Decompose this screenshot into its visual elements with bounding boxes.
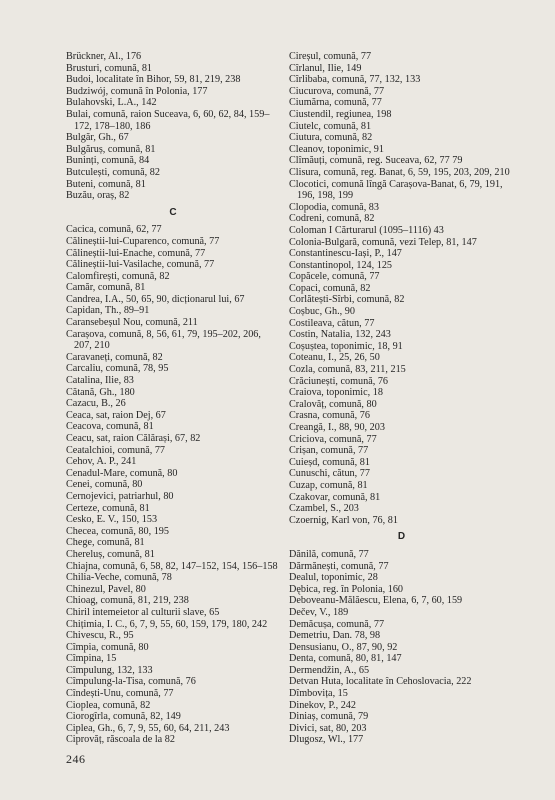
index-entry: Chiril intemeietor al culturii slave, 65 [66,606,220,618]
entries-d [289,549,514,746]
index-entry: Buninți, comună, 84 [66,155,150,167]
index-entry: Costin, Natalia, 132, 243 [289,329,391,341]
index-entry: Cenadul-Mare, comună, 80 [66,467,178,479]
index-entry: Chilia-Veche, comună, 78 [66,572,172,584]
index-entry: Chioag, comună, 81, 219, 238 [66,595,189,607]
index-entry: Colonia-Bulgară, comună, vezi Telep, 81, 147 [289,236,477,248]
index-entry: Cîmpia, comună, 80 [66,641,149,653]
index-entry: Buteni, comună, 81 [66,178,146,190]
index-entry: Diniaș, comună, 79 [289,711,369,723]
index-entry: Cîmpina, 15 [66,653,117,665]
index-entry: Buzău, oraș, 82 [66,190,130,202]
index-entry: Budziwój, comună în Polonia, 177 [66,85,208,97]
index-entry: Cralovăț, comună, 80 [289,398,377,410]
index-entry: Cîndești-Unu, comună, 77 [66,688,174,700]
index-entry: Checea, comună, 80, 195 [66,525,169,537]
index-entry: Densusianu, O., 87, 90, 92 [289,641,398,653]
index-entry: Dermendžin, A., 65 [289,664,370,676]
index-entry: Costileava, cătun, 77 [289,317,375,329]
index-entry: Clocotici, comună lîngă Carașova-Banat, 6, 79, 191, 196, 198, 199 [289,178,503,202]
index-entry: Chinezul, Pavel, 80 [66,583,146,595]
index-entry: Dlugosz, Wl., 177 [289,734,364,746]
index-entry: Criciova, comună, 77 [289,433,377,445]
index-entry: Caransebeșul Nou, comună, 211 [66,317,198,329]
index-entry: Dănilă, comună, 77 [289,548,369,560]
index-entry: Cioplea, comună, 82 [66,699,151,711]
index-entry: Ciumărna, comună, 77 [289,97,382,109]
index-entry: Cehov, A. P., 241 [66,456,137,468]
index-entry: Călineștii-lui-Vasilache, comună, 77 [66,259,215,271]
index-entry: Clopodia, comună, 83 [289,201,379,213]
index-entry: Bulai, comună, raion Suceava, 6, 60, 62, 84, 159–172, 178–180, 186 [66,108,270,132]
index-entry: Butculești, comună, 82 [66,166,160,178]
index-entry: Cîrlibaba, comună, 77, 132, 133 [289,74,421,86]
index-entry: Bulahovski, L.A., 142 [66,97,157,109]
index-entry: Calomfirești, comună, 82 [66,270,170,282]
index-entry: Divici, sat, 80, 203 [289,722,367,734]
index-entry: Copăcele, comună, 77 [289,271,380,283]
entries-b [66,51,280,202]
index-entry: Candrea, I.A., 50, 65, 90, dicționarul lui, 67 [66,293,245,305]
index-entry: Denta, comună, 80, 81, 147 [289,653,402,665]
index-entry: Capidan, Th., 89–91 [66,305,150,317]
index-entry: Ciorogîrla, comună, 82, 149 [66,711,181,723]
index-entry: Cătană, Gh., 180 [66,386,135,398]
index-entry: Deboveanu-Mălăescu, Elena, 6, 7, 60, 159 [289,595,463,607]
index-entry: Constantinescu-Iași, P., 147 [289,248,402,260]
index-entry: Brusturi, comună, 81 [66,62,153,74]
index-entry: Clîmăuți, comună, reg. Suceava, 62, 77 79 [289,155,463,167]
index-entry: Coșuștea, toponimic, 18, 91 [289,340,403,352]
index-entry: Demetriu, Dan. 78, 98 [289,630,381,642]
index-entry: Călineștii-lui-Cuparenco, comună, 77 [66,235,220,247]
index-entry: Carcaliu, comună, 78, 95 [66,363,169,375]
index-entry: Cenei, comună, 80 [66,479,143,491]
index-entry: Dealul, toponimic, 28 [289,572,378,584]
index-entry: Ceacova, comună, 81 [66,421,154,433]
index-entry: Corlătești-Sîrbi, comună, 82 [289,294,405,306]
index-entry: Czoernig, Karl von, 76, 81 [289,514,398,526]
index-entry: Certeze, comună, 81 [66,502,150,514]
index-entry: Chereluș, comună, 81 [66,548,155,560]
right-column [289,51,514,746]
index-entry: Detvan Huta, localitate în Cehoslovacia, 222 [289,676,472,688]
index-entry: Bulgăr, Gh., 67 [66,132,129,144]
index-entry: Cuzap, comună, 81 [289,479,368,491]
index-entry: Ceatalchioi, comună, 77 [66,444,166,456]
index-entry: Ciplea, Gh., 6, 7, 9, 55, 60, 64, 211, 243 [66,722,230,734]
index-entry: Chege, comună, 81 [66,537,145,549]
index-entry: Dîmbovița, 15 [289,688,348,700]
index-entry: Craiova, toponimic, 18 [289,387,383,399]
index-entry: Caravaneți, comună, 82 [66,351,163,363]
index-entry: Cozla, comună, 83, 211, 215 [289,364,406,376]
index-entry: Chivescu, R., 95 [66,630,134,642]
index-entry: Clisura, comună, reg. Banat, 6, 59, 195, 203, 209, 210 [289,166,510,178]
index-entry: Ciprovăț, răscoala de la 82 [66,734,175,746]
index-entry: Chițimia, I. C., 6, 7, 9, 55, 60, 159, 179, 180, 242 [66,618,268,630]
index-entry: Ciutura, comună, 82 [289,132,373,144]
index-entry: Brückner, Al., 176 [66,51,142,62]
index-entry: Ciucurova, comună, 77 [289,85,385,97]
index-entry: Dinekov, P., 242 [289,699,356,711]
index-entry: Ceaca, sat, raion Dej, 67 [66,409,166,421]
index-entry: Dečev, V., 189 [289,606,349,618]
index-entry: Dărmănești, comună, 77 [289,560,389,572]
index-entry: Coloman I Cărturarul (1095–1116) 43 [289,224,444,236]
index-entry: Cazacu, B., 26 [66,398,126,410]
index-entry: Budoi, localitate în Bihor, 59, 81, 219, 238 [66,74,241,86]
index-entry: Cuieșd, comună, 81 [289,456,370,468]
index-entry: Codreni, comună, 82 [289,213,375,225]
index-entry: Cireșul, comună, 77 [289,51,372,62]
index-entry: Copaci, comună, 82 [289,282,371,294]
index-entry: Carașova, comună, 8, 56, 61, 79, 195–202, 206, 207, 210 [66,328,261,352]
index-entry: Dębica, reg. în Polonia, 160 [289,583,404,595]
index-entry: Crasna, comună, 76 [289,410,370,422]
index-entry: Ceacu, sat, raion Călărași, 67, 82 [66,433,201,444]
index-entry: Cîrlanul, Ilie, 149 [289,62,362,74]
entries-c-left [66,224,280,746]
index-entry: Cleanov, toponimic, 91 [289,143,384,155]
index-entry: Chiajna, comună, 6, 58, 82, 147–152, 154, 156–158 [66,560,278,572]
index-entry: Ciutelc, comună, 81 [289,120,372,132]
section-heading-c: C [169,206,177,218]
left-column [66,51,280,746]
index-entry: Bulgăruș, comună, 81 [66,143,156,155]
section-heading-d: D [397,531,406,543]
page-number: 246 [66,752,86,766]
index-entry: Czakovar, comună, 81 [289,491,381,503]
index-entry: Demăcușa, comună, 77 [289,618,385,630]
index-entry: Crișan, comună, 77 [289,445,369,457]
entries-c-right [289,51,514,526]
index-entry: Constantinopol, 124, 125 [289,259,393,271]
index-entry: Czambel, S., 203 [289,503,359,515]
index-entry: Coteanu, I., 25, 26, 50 [289,352,380,364]
index-entry: Cesko, E. V., 150, 153 [66,514,158,526]
index-entry: Cîmpulung, 132, 133 [66,664,153,676]
index-entry: Cîmpulung-la-Tisa, comună, 76 [66,676,196,688]
index-entry: Camăr, comună, 81 [66,282,146,294]
index-entry: Catalina, Ilie, 83 [66,375,134,387]
index-entry: Călineștii-lui-Enache, comună, 77 [66,247,206,259]
index-entry: Cernojevici, patriarhul, 80 [66,490,174,502]
index-entry: Cacica, comună, 62, 77 [66,224,162,236]
index-entry: Coșbuc, Gh., 90 [289,306,355,318]
index-entry: Creangă, I., 88, 90, 203 [289,422,385,433]
index-entry: Crăciunești, comună, 76 [289,375,389,387]
index-entry: Cunuschi, cătun, 77 [289,468,370,480]
index-entry: Ciustendil, regiunea, 198 [289,108,392,120]
